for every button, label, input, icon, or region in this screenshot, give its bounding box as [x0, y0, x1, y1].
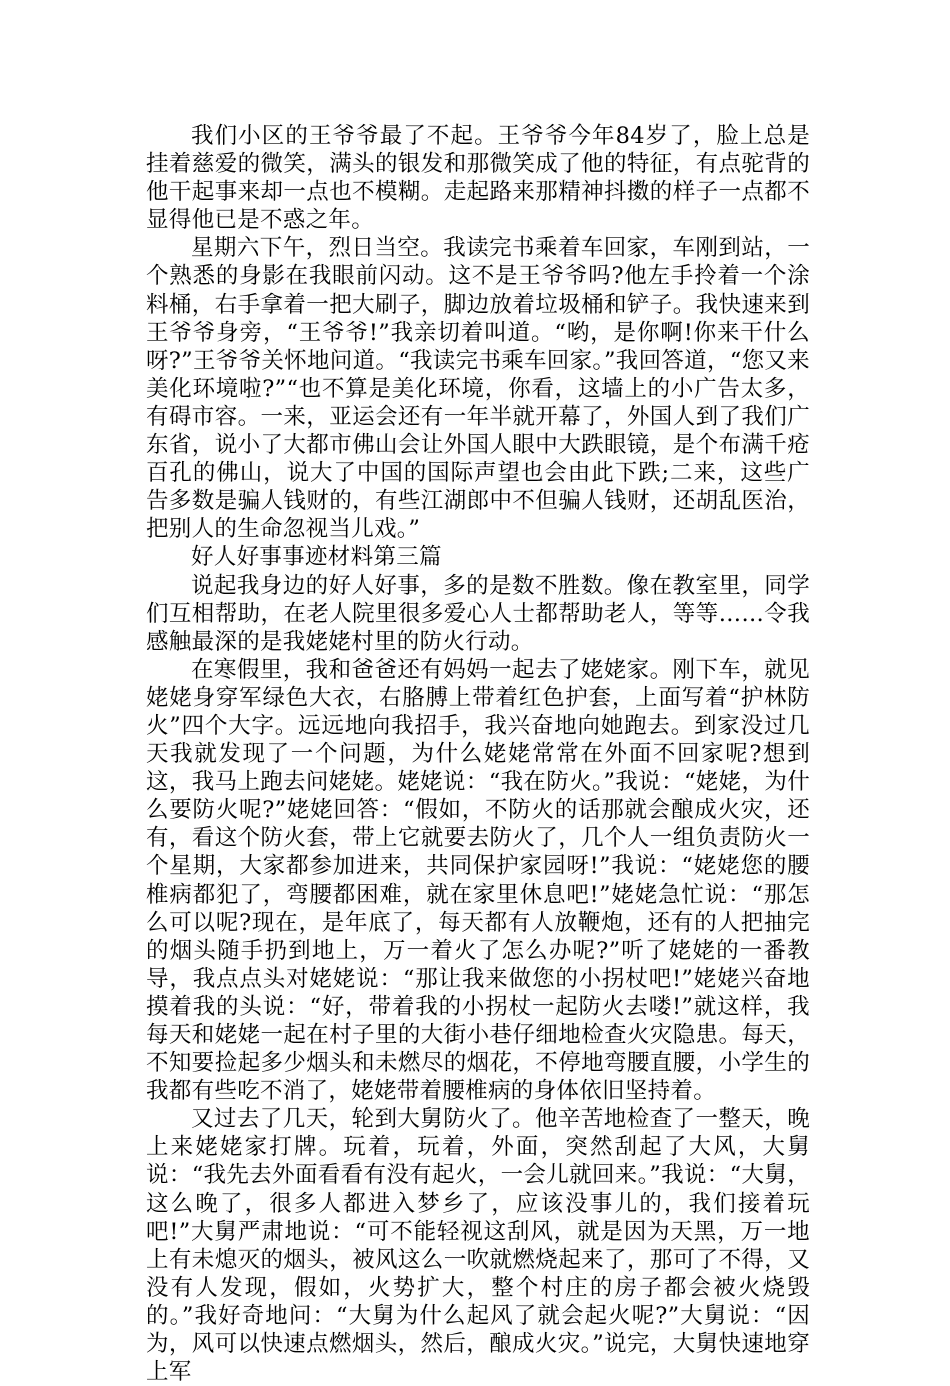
section-title: 好人好事事迹材料第三篇: [191, 544, 442, 571]
paragraph-winter-vacation: 在寒假里，我和爸爸还有妈妈一起去了姥姥家。刚下车，就见姥姥身穿军绿色大衣，右胳膊上带着红色护套，上面写着“护林防火”四个大字。远远地向我招手，我兴奋地向她跑去。到家没过几天我就发现了一个问题，为什么姥姥常常在外面不回家呢?想到这，我马上跑去问姥姥。姥姥说：“我在防火。”我说：“姥姥，为什么要防火呢?”姥姥回答：“假如，不防火的话那就会酿成火灾，还有，看这个防火套，带上它就要去防火了，几个人一组负责防火一个星期，大家都参加进来，共同保护家园呀!”我说：“姥姥您的腰椎病都犯了，弯腰都困难，就在家里休息吧!”姥姥急忙说：“那怎么可以呢?现在，是年底了，每天都有人放鞭炮，还有的人把抽完的烟头随手扔到地上，万一着火了怎么办呢?”听了姥姥的一番教导，我点点头对姥姥说：“那让我来做您的小拐杖吧!”姥姥兴奋地摸着我的头说：“好，带着我的小拐杖一起防火去喽!”就这样，我每天和姥姥一起在村子里的大街小巷仔细地检查火灾隐患。每天，不知要捡起多少烟头和未燃尽的烟花，不停地弯腰直腰，小学生的我都有些吃不消了，姥姥带着腰椎病的身体依旧坚持着。: [146, 656, 810, 1105]
paragraph-uncle: 又过去了几天，轮到大舅防火了。他辛苦地检查了一整天，晚上来姥姥家打牌。玩着，玩着，外面，突然刮起了大风，大舅说：“我先去外面看看有没有起火，一会儿就回来。”我说：“大舅，这么晚了，很多人都进入梦乡了，应该没事儿的，我们接着玩吧!”大舅严肃地说：“可不能轻视这刮风，就是因为天黑，万一地上有未熄灭的烟头，被风这么一吹就燃烧起来了，那可了不得，又没有人发现，假如，火势扩大，整个村庄的房子都会被火烧毁的。”我好奇地问：“大舅为什么起风了就会起火呢?”大舅说：“因为，风可以快速点燃烟头，然后，酿成火灾。”说完，大舅快速地穿上军: [146, 1106, 810, 1386]
document-body: [146, 122, 810, 1386]
paragraph-good-deeds: 说起我身边的好人好事，多的是数不胜数。像在教室里，同学们互相帮助，在老人院里很多爱心人士都帮助老人，等等……令我感触最深的是我姥姥村里的防火行动。: [146, 572, 810, 655]
paragraph-intro: 我们小区的王爷爷最了不起。王爷爷今年84岁了，脸上总是挂着慈爱的微笑，满头的银发和那微笑成了他的特征，有点驼背的他干起事来却一点也不模糊。走起路来那精神抖擞的样子一点都不显得他已是不惑之年。: [146, 123, 810, 234]
paragraph-saturday: 星期六下午，烈日当空。我读完书乘着车回家，车刚到站，一个熟悉的身影在我眼前闪动。这不是王爷爷吗?他左手拎着一个涂料桶，右手拿着一把大刷子，脚边放着垃圾桶和铲子。我快速来到王爷爷身旁，“王爷爷!”我亲切着叫道。“哟，是你啊!你来干什么呀?”王爷爷关怀地问道。“我读完书乘车回家。”我回答道，“您又来美化环境啦?”“也不算是美化环境，你看，这墙上的小广告太多，有碍市容。一来，亚运会还有一年半就开幕了，外国人到了我们广东省，说小了大都市佛山会让外国人眼中大跌眼镜，是个布满千疮百孔的佛山，说大了中国的国际声望也会由此下跌;二来，这些广告多数是骗人钱财的，有些江湖郎中不但骗人钱财，还胡乱医治，把别人的生命忽视当儿戏。”: [146, 235, 810, 543]
